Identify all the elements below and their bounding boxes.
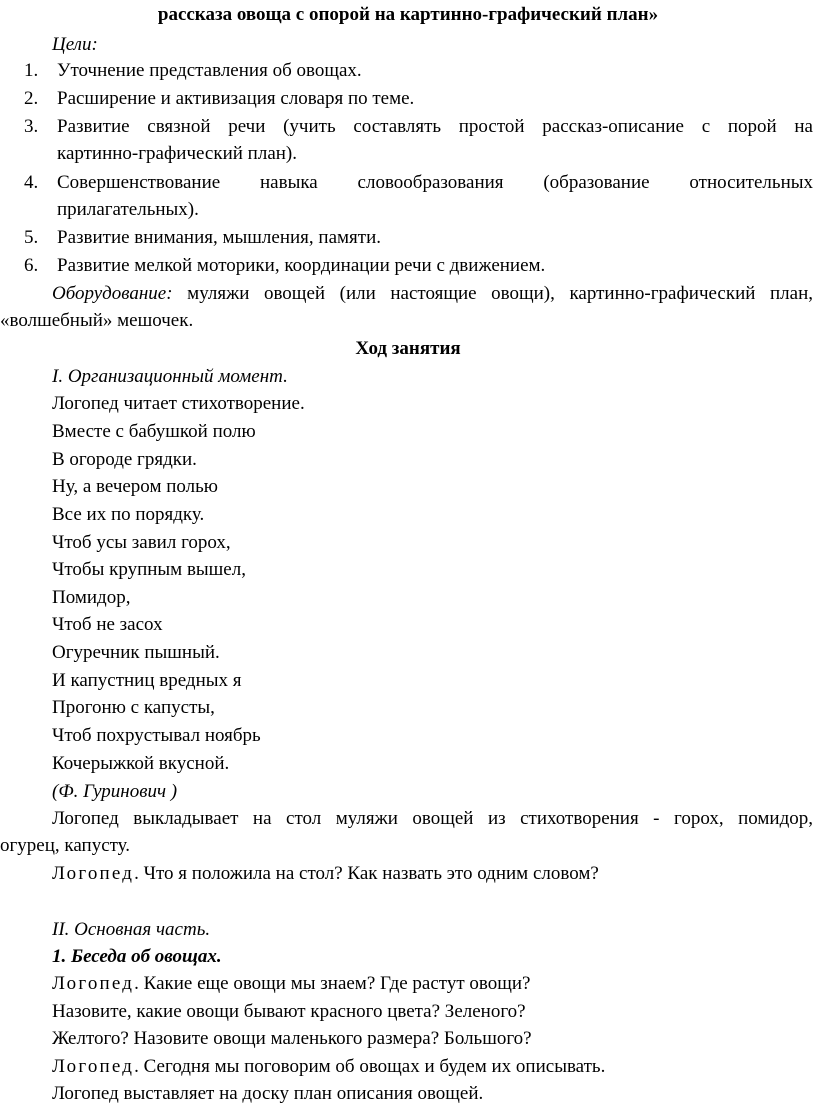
list-text: Совершенствование навыка словообразования (образование относительных [57, 172, 813, 193]
section-1-heading: I. Организационный момент. [52, 366, 288, 387]
dialogue-text: . Какие еще овощи мы знаем? Где растут овощи? [134, 973, 531, 994]
dialogue-line [52, 860, 599, 887]
poem-line: В огороде грядки. [52, 449, 197, 470]
equipment-continuation: «волшебный» мешочек. [0, 310, 194, 331]
title-line: рассказа овоща с опорой на картинно-графический план» [157, 4, 659, 25]
list-number: 5. [24, 227, 39, 248]
poem-line: Помидор, [52, 587, 131, 608]
poem-author: (Ф. Гуринович ) [52, 781, 178, 802]
dialogue-text: . Что я положила на стол? Как назвать это одним словом? [134, 863, 599, 884]
dialogue-line [52, 970, 530, 997]
list-number: 2. [24, 88, 39, 109]
equipment-text: муляжи овощей (или настоящие овощи), картинно-графический план, [172, 283, 813, 304]
poem-line: Чтоб похрустывал ноябрь [52, 725, 261, 746]
poem-line: Чтоб усы завил горох, [52, 532, 231, 553]
poem-intro: Логопед читает стихотворение. [52, 393, 305, 414]
poem-line: И капустниц вредных я [52, 670, 242, 691]
speaker-label: Логопед [52, 863, 135, 884]
list-number: 1. [24, 60, 39, 81]
list-text: Развитие мелкой моторики, координации речи с движением. [57, 255, 546, 276]
list-text: Уточнение представления об овощах. [57, 60, 362, 81]
list-number: 4. [24, 172, 39, 193]
dialogue-line [52, 1053, 605, 1080]
poem-line: Прогоню с капусты, [52, 697, 215, 718]
poem-line: Вместе с бабушкой полю [52, 421, 256, 442]
paragraph: Логопед выкладывает на стол муляжи овощей из стихотворения - горох, помидор, [52, 808, 813, 829]
list-text: Развитие связной речи (учить составлять простой рассказ-описание с порой на [57, 116, 813, 137]
text-line: Логопед выставляет на доску план описания овощей. [52, 1083, 484, 1104]
lesson-heading: Ход занятия [355, 338, 461, 359]
poem-line: Кочерыжкой вкусной. [52, 753, 230, 774]
poem-line: Чтобы крупным вышел, [52, 559, 246, 580]
equipment-label: Оборудование: [52, 283, 173, 304]
speaker-label: Логопед [52, 1056, 135, 1077]
text-line: Назовите, какие овощи бывают красного цвета? Зеленого? [52, 1001, 526, 1022]
subsection-heading: 1. Беседа об овощах. [52, 946, 222, 967]
dialogue-text: . Сегодня мы поговорим об овощах и будем их описывать. [134, 1056, 606, 1077]
text-line: Желтого? Назовите овощи маленького размера? Большого? [52, 1028, 532, 1049]
equipment-line [52, 280, 813, 307]
poem-line: Огуречник пышный. [52, 642, 220, 663]
list-number: 3. [24, 116, 39, 137]
list-text-continuation: прилагательных). [57, 199, 199, 220]
list-text-continuation: картинно-графический план). [57, 143, 298, 164]
list-number: 6. [24, 255, 39, 276]
section-2-heading: II. Основная часть. [52, 919, 211, 940]
paragraph-continuation: огурец, капусту. [0, 835, 131, 856]
poem-line: Ну, а вечером полью [52, 476, 218, 497]
speaker-label: Логопед [52, 973, 135, 994]
poem-line: Чтоб не засох [52, 614, 163, 635]
poem-line: Все их по порядку. [52, 504, 205, 525]
goals-label: Цели: [52, 34, 98, 55]
list-text: Расширение и активизация словаря по теме. [57, 88, 415, 109]
list-text: Развитие внимания, мышления, памяти. [57, 227, 382, 248]
